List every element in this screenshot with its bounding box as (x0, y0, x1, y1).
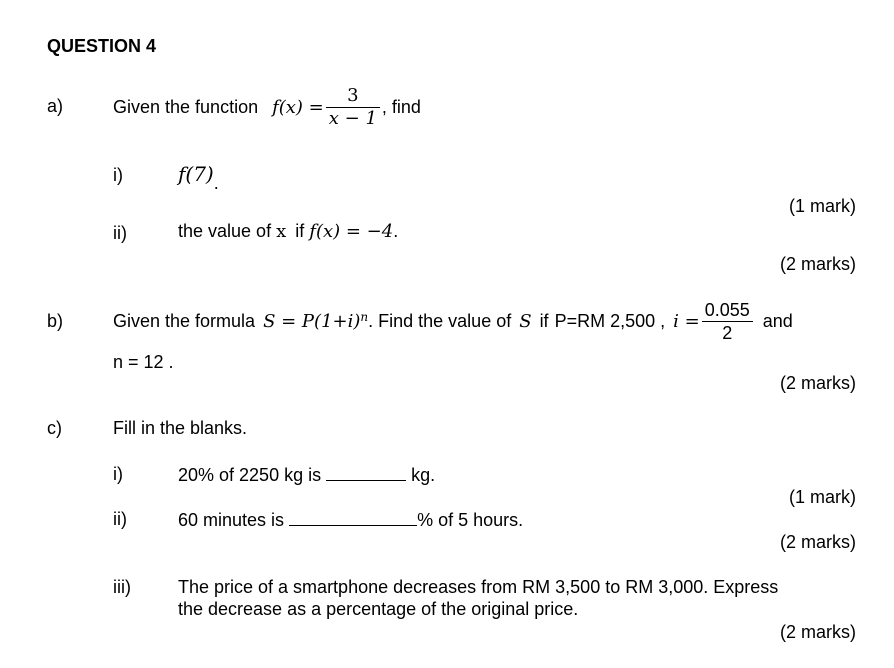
part-b-formula-exponent: n (360, 310, 369, 324)
part-a-question (113, 82, 421, 132)
part-c-iii-line2: the decrease as a percentage of the original price. (178, 599, 579, 619)
part-b-i-denominator: 2 (722, 322, 733, 343)
part-a-ii-suffix: . (393, 221, 399, 241)
part-b-intro: Given the formula (113, 310, 256, 331)
part-c-i-marks: (1 mark) (789, 487, 856, 507)
part-c-ii-marks: (2 marks) (780, 532, 856, 552)
part-a-i-label: i) (113, 165, 123, 185)
part-b-p-value: P=RM 2,500 , (554, 310, 666, 331)
part-a-ii-marks: (2 marks) (780, 254, 856, 274)
part-c-ii-text (178, 509, 523, 531)
part-b-i-lhs: i = (673, 310, 700, 332)
part-c-iii-label: iii) (113, 577, 131, 597)
part-b-question (113, 297, 793, 345)
part-c-ii-after: % of 5 hours. (417, 510, 524, 530)
part-c-label: c) (47, 418, 62, 438)
part-a-i-marks: (1 mark) (789, 196, 856, 216)
part-c-iii-line1: The price of a smartphone decreases from RM 3,500 to RM 3,000. Express (178, 577, 779, 597)
part-c-iii-marks: (2 marks) (780, 622, 856, 642)
part-b-i-numerator: 0.055 (702, 300, 753, 322)
part-a-fraction-numerator: 3 (326, 86, 380, 108)
part-a-i-expr: f(7) (178, 162, 214, 186)
part-a-ii-var: x (276, 221, 287, 242)
part-a-ii-before: the value of (178, 221, 272, 241)
part-a-i-expression (178, 162, 219, 193)
part-b-var-s: S (519, 310, 532, 332)
part-a-function-lhs: f(x) = (272, 96, 324, 118)
part-c-i-blank[interactable] (326, 464, 406, 481)
part-a-label: a) (47, 96, 64, 116)
part-b-marks: (2 marks) (780, 373, 856, 393)
part-a-ii-label: ii) (113, 223, 127, 243)
part-a-ii-if: if (295, 221, 305, 241)
part-a-fraction (326, 86, 380, 129)
part-a-ii-expr: f(x) = −4 (309, 221, 394, 242)
part-b-formula: S = P(1+i) (263, 310, 361, 332)
part-b-i-fraction (702, 300, 753, 343)
part-b-find-text: . Find the value of (368, 310, 512, 331)
part-a-intro: Given the function (113, 96, 259, 117)
part-a-tail: , find (381, 96, 421, 117)
part-c-i-after: kg. (411, 465, 436, 485)
part-c-i-label: i) (113, 464, 123, 484)
part-c-intro: Fill in the blanks. (113, 418, 248, 438)
part-b-if: if (539, 310, 549, 331)
part-c-ii-label: ii) (113, 509, 127, 529)
part-b-and: and (762, 310, 793, 331)
part-b-label: b) (47, 311, 64, 331)
question-title: QUESTION 4 (47, 36, 157, 56)
part-c-ii-before: 60 minutes is (178, 510, 285, 530)
part-c-i-text (178, 464, 435, 486)
part-b-n-value: n = 12 . (113, 352, 174, 372)
part-c-ii-blank[interactable] (289, 509, 417, 526)
part-a-ii-text (178, 221, 398, 242)
part-a-i-suffix: . (213, 173, 219, 193)
part-a-fraction-denominator: x − 1 (328, 107, 377, 129)
part-c-i-before: 20% of 2250 kg is (178, 465, 322, 485)
